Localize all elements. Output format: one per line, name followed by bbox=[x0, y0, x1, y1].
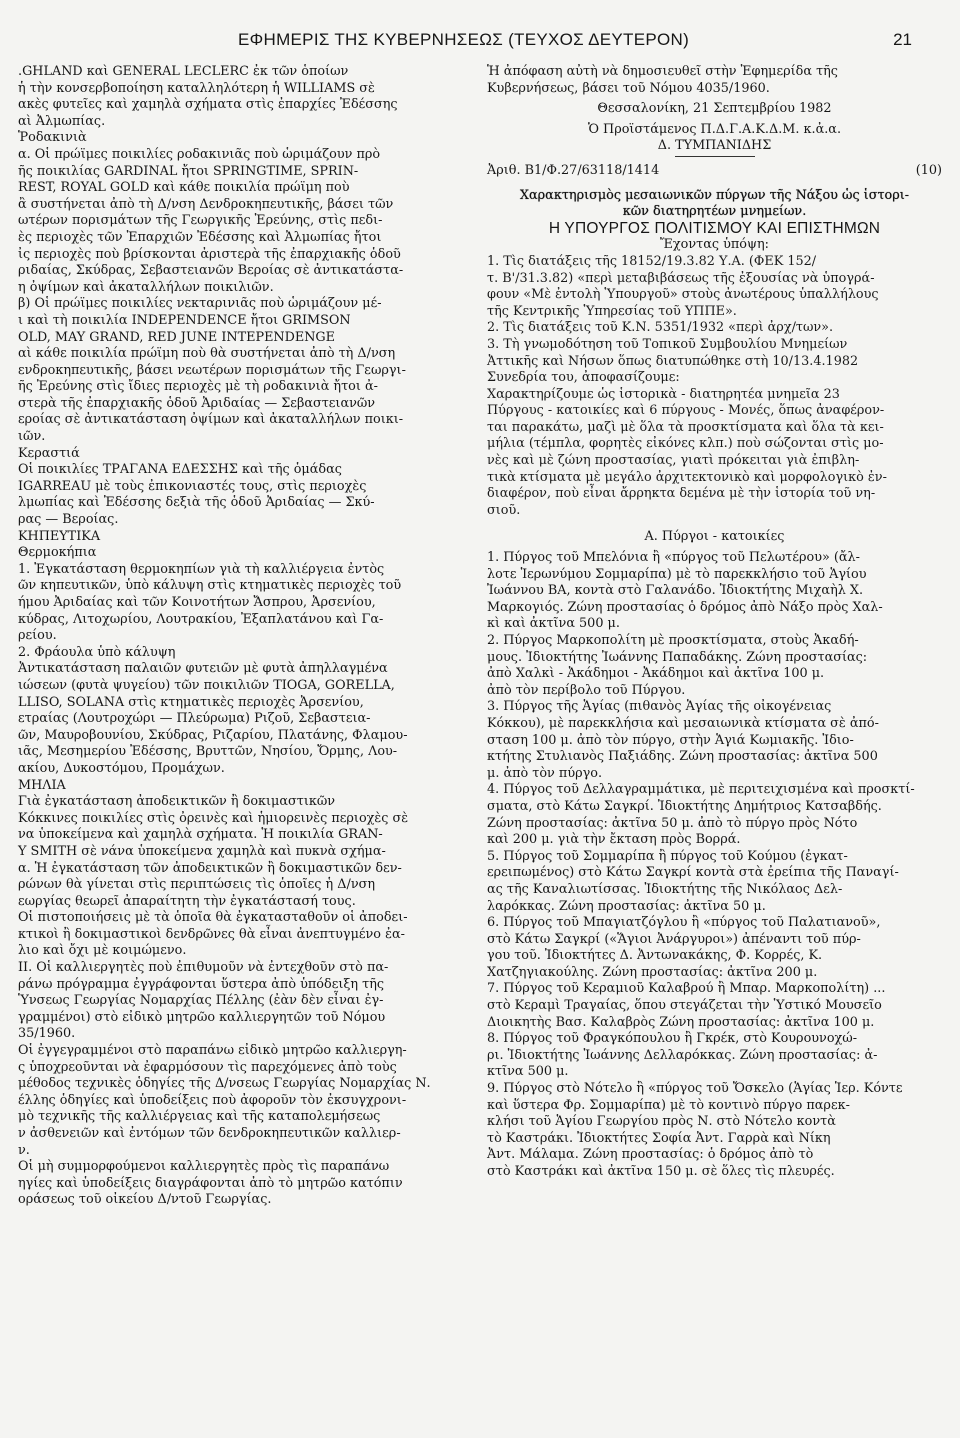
text-line: ωτέρων πορισμάτων τῆς Γεωργικῆς Ἐρεύνης, στὶς πεδι- bbox=[18, 213, 383, 229]
text-line: ἂ συστήνεται ἀπὸ τὴ Δ/νση Δενδροκηπευτικῆς, βάσει τῶν bbox=[18, 196, 394, 212]
text-line: μὸ τεχνικῆς τῆς καλλιέργειας καὶ τῆς καταπολεμήσεως bbox=[18, 1109, 381, 1125]
list-item-line: Κόκκου), μὲ παρεκκλήσια καὶ μεσαιωνικὰ κτίσματα σὲ ἀπό- bbox=[487, 715, 879, 731]
text-line: 1. Ἐγκατάσταση θερμοκηπίων γιὰ τὴ καλλιέργεια ἐντὸς bbox=[18, 561, 385, 577]
text-line: ν ἀσθενειῶν καὶ ἐντόμων τῶν δενδροκηπευτικῶν καλλιερ- bbox=[18, 1126, 401, 1141]
text-line: ράνω πρόγραμμα ἐγγράφονται ὕστερα ἀπὸ ὑπόδειξη τῆς bbox=[18, 976, 385, 992]
text-line: Οἱ πιστοποιήσεις μὲ τὰ ὁποῖα θὰ ἐγκατασταθοῦν οἱ ἀποδει- bbox=[18, 910, 408, 926]
decision-body bbox=[487, 254, 942, 520]
text-line: OLD, MAY GRAND, RED JUNE INTEPENDENGE bbox=[18, 329, 335, 345]
text-line: ι καὶ τὴ ποικιλία INDEPENDENCE ἤτοι GRIMSON bbox=[18, 312, 351, 328]
text-line: REST, ROYAL GOLD καὶ κάθε ποικιλία πρώϊμη ποὺ bbox=[18, 180, 350, 196]
text-line: τικὰ κτίσματα μὲ μεγάλο ἀρχιτεκτονικὸ καὶ μορφολογικὸ ἐν- bbox=[487, 469, 887, 485]
text-line: ὲς περιοχὲς τῶν Ἐπαρχιῶν Ἐδέσσης καὶ Ἀλμωπίας ἤτοι bbox=[18, 229, 382, 245]
text-line: στερὰ τῆς ἐπαρχιακῆς ὁδοῦ Ἀριδαίας — Σεβαστειανῶν bbox=[18, 395, 376, 411]
text-line: II. Οἱ καλλιεργητὲς ποὺ ἐπιθυμοῦν νὰ ἐντεχθοῦν στὸ πα- bbox=[18, 960, 389, 976]
text-line: ιώσεων (φυτὰ ψυγείου) τῶν ποικιλιῶν TIOGA, GORELLA, bbox=[18, 677, 395, 693]
text-line: κτικοὶ ἢ δοκιμαστικοὶ δενδρῶνες θὰ εἶναι ἀνεπτυγμένο ἐα- bbox=[18, 926, 405, 942]
text-line: 35/1960. bbox=[18, 1026, 76, 1042]
text-line: ιᾶς, Μεσημερίου Ἐδέσσης, Βρυττῶν, Νησίου, Ὄρμης, Λου- bbox=[18, 744, 398, 760]
list-item-line: σματα, στὸ Κάτω Σαγκρί. Ἰδιοκτήτης Δημήτριος Κατσαβδής. bbox=[487, 798, 882, 814]
text-line: ρας — Βεροίας. bbox=[18, 512, 119, 528]
text-line: τῆς Κεντρικῆς Ὑπηρεσίας τοῦ ΥΠΠΕ». bbox=[487, 303, 737, 319]
text-line: μέθοδος τεχνικὲς ὁδηγίες τῆς Δ/νσεως Γεωργίας Νομαρχίας Ν. bbox=[18, 1076, 431, 1092]
list-item-line: μ. ἀπὸ τὸν πύργο. bbox=[487, 765, 603, 781]
text-line: Συνεδρία του, ἀποφασίζουμε: bbox=[487, 370, 680, 386]
text-line: Ἀττικῆς καὶ Νήσων ὅπως διατυπώθηκε στὴ 10/13.4.1982 bbox=[487, 353, 859, 369]
text-line: έλλης ὁδηγίες καὶ ὑποδείξεις ποὺ ἀφοροῦν τὸν ἐκσυγχρονι- bbox=[18, 1092, 407, 1108]
text-line: Y SMITH σὲ νάνα ὑποκείμενα χαμηλὰ καὶ πυκνὰ σχήμα- bbox=[18, 843, 386, 859]
signatory-role: Ὁ Προϊστάμενος Π.Δ.Γ.Α.Κ.Δ.Μ. κ.ἀ.α. bbox=[587, 121, 842, 137]
text-line: Θερμοκήπια bbox=[18, 545, 97, 561]
list-item-line: λαρόκκας. Ζώνη προστασίας: ἀκτῖνα 50 μ. bbox=[487, 898, 766, 914]
list-item-line: Μαρκογιός. Ζώνη προστασίας ὁ δρόμος ἀπὸ Νάξο πρὸς Χαλ- bbox=[487, 599, 883, 615]
text-line: λιο καὶ ὄχι μὲ κοιμώμενο. bbox=[18, 943, 187, 959]
text-line: αὶ Ἀλμωπίας. bbox=[18, 113, 106, 129]
right-column bbox=[487, 64, 942, 1209]
list-item-line: 6. Πύργος τοῦ Μπαγιατζόγλου ἢ «πύργος τοῦ Παλατιανοῦ», bbox=[487, 915, 881, 931]
page-header bbox=[18, 30, 942, 50]
text-line: IGARREAU μὲ τοὺς ἐπικονιαστές τους, στὶς περιοχὲς bbox=[18, 478, 367, 494]
text-line: ῶν κηπευτικῶν, ὑπὸ κάλυψη στὶς κτηματικὲς περιοχὲς τοῦ bbox=[18, 578, 402, 594]
text-line: 3. Τὴ γνωμοδότηση τοῦ Τοπικοῦ Συμβουλίου Μνημείων bbox=[487, 336, 848, 352]
text-line: ήμου Ἀριδαίας καὶ τῶν Κοινοτήτων Ἄσπρου, Ἀρσενίου, bbox=[18, 595, 376, 610]
text-line: α. Οἱ πρώϊμες ποικιλίες ροδακινιᾶς ποὺ ὡριμάζουν πρὸ bbox=[18, 146, 381, 162]
text-line: σιοῦ. bbox=[487, 502, 521, 518]
text-line: Ῥοδακινιὰ bbox=[18, 130, 87, 146]
list-item-line: στὸ Κεραμὶ Τραγαίας, ὅπου στεγάζεται τὴν Ὑστικό Μουσεῖο bbox=[487, 998, 882, 1014]
text-line: ῶν, Μαυροβουνίου, Σκύδρας, Ριζαρίου, Πλατάνης, Φλαμου- bbox=[18, 727, 408, 743]
text-line: α. Ἡ ἐγκατάσταση τῶν ἀποδεικτικῶν ἢ δοκιμαστικῶν δεν- bbox=[18, 860, 402, 876]
text-line: κῶν διατηρητέων μνημείων. bbox=[622, 204, 807, 220]
text-line: ενδροκηπευτικῆς, βάσει νεωτέρων πορισμάτων τῆς Γεωργι- bbox=[18, 362, 406, 378]
decree-number: Ἀριθ. Β1/Φ.27/63118/1414 bbox=[487, 162, 660, 178]
left-column bbox=[18, 64, 473, 1209]
page-number: 21 bbox=[893, 30, 912, 49]
text-line: Οἱ ποικιλίες ΤΡΑΓΑΝΑ ΕΔΕΣΣΗΣ καὶ τῆς ὁμάδας bbox=[18, 462, 342, 478]
separator-rule bbox=[675, 156, 755, 157]
text-line: ηγίες καὶ ὑποδείξεις διαγράφονται ἀπὸ τὸ μητρῶο κατόπιν bbox=[18, 1175, 403, 1191]
text-line: να ὑποκείμενα καὶ χαμηλὰ σχήματα. Ἡ ποικιλία GRAN- bbox=[18, 827, 383, 843]
tower-list bbox=[487, 550, 942, 1181]
gazette-title: ΕΦΗΜΕΡΙΣ ΤΗΣ ΚΥΒΕΡΝΗΣΕΩΣ (ΤΕΥΧΟΣ ΔΕΥΤΕΡΟΝ) bbox=[238, 30, 690, 49]
text-line: ιῶν. bbox=[18, 429, 46, 445]
text-line: β) Οἱ πρώϊμες ποικιλίες νεκταρινιᾶς ποὺ ὡριμάζουν μέ- bbox=[18, 296, 382, 312]
list-item-line: ἀπὸ Χαλκὶ - Ἀκάδημοι - Ἀκάδημοι καὶ ἀκτῖνα 100 μ. bbox=[487, 666, 825, 682]
text-line: αὶ κάθε ποικιλία πρώϊμη ποὺ θὰ συστήνεται ἀπὸ τὴ Δ/νση bbox=[18, 346, 396, 362]
list-item-line: καὶ 200 μ. γιὰ τὴν ἔκταση πρὸς Βορρά. bbox=[487, 832, 741, 848]
publication-note bbox=[487, 64, 942, 97]
list-item-line: Ζώνη προστασίας: ἀκτῖνα 50 μ. ἀπὸ τὸ πύργο πρὸς Νότο bbox=[487, 815, 858, 831]
text-line: ῆς Ἐρεύνης στὶς ἴδιες περιοχὲς μὲ τὴ ροδακινιὰ ἤτοι ἀ- bbox=[18, 379, 378, 395]
list-item-line: λοτε Ἱερωνύμου Σομμαρίπα) μὲ τὸ παρεκκλήσιο τοῦ Ἁγίου bbox=[487, 566, 867, 582]
text-line: ρώνων θὰ γίνεται στὶς περιπτώσεις τὶς ὁποῖες ἡ Δ/νση bbox=[18, 877, 376, 893]
decree-header bbox=[487, 163, 942, 180]
text-line: κύδρας, Λιτοχωρίου, Λουτρακίου, Ἐξαπλατάνου καὶ Γα- bbox=[18, 611, 384, 627]
text-line: ς ὑποχρεοῦνται νὰ ἐφαρμόσουν τὶς παρεχόμενες ἀπὸ τοὺς bbox=[18, 1059, 397, 1075]
section-a-heading: Α. Πύργοι - κατοικίες bbox=[644, 529, 785, 545]
date-line: Θεσσαλονίκη, 21 Σεπτεμβρίου 1982 bbox=[597, 101, 832, 117]
text-line: ΚΗΠΕΥΤΙΚΑ bbox=[18, 528, 101, 544]
signatory-name: Δ. ΤΥΜΠΑΝΙΔΗΣ bbox=[657, 138, 772, 154]
list-item-line: 3. Πύργος τῆς Ἁγίας (πιθανὸς Ἁγίας τῆς οἰκογένειας bbox=[487, 699, 832, 715]
text-line: ριδαίας, Σκύδρας, Σεβαστειανῶν Βεροίας σὲ ἀντικατάστα- bbox=[18, 263, 404, 279]
list-item-line: Ἀντ. Μάλαμα. Ζώνη προστασίας: ὁ δρόμος ἀπὸ τὸ bbox=[487, 1147, 814, 1163]
text-line: Ἀντικατάσταση παλαιῶν φυτειῶν μὲ φυτὰ ἀπηλλαγμένα bbox=[18, 661, 388, 677]
ministry-heading: Η ΥΠΟΥΡΓΟΣ ΠΟΛΙΤΙΣΜΟΥ ΚΑΙ ΕΠΙΣΤΗΜΩΝ bbox=[548, 219, 881, 237]
text-line: Ὑνσεως Γεωργίας Νομαρχίας Πέλλης (ἐὰν δὲν εἶναι ἐγ- bbox=[18, 993, 384, 1009]
text-line: ακὲς φυτεῖες καὶ χαμηλὰ σχήματα στὶς ἐπαρχίες Ἐδέσσης bbox=[18, 97, 398, 113]
list-item-line: 7. Πύργος τοῦ Κεραμιοῦ Καλαβρού ἢ Μπαρ. Μαρκοπολίτη) ... bbox=[487, 981, 886, 997]
text-line: Χαρακτηρισμὸς μεσαιωνικῶν πύργων τῆς Νάξου ὡς ἱστορι- bbox=[519, 187, 910, 203]
list-item-line: σταση 100 μ. ἀπὸ τὸν πύργο, στὴν Ἁγιά Κωμιακῆς. Ἰδιο- bbox=[487, 732, 854, 748]
list-item-line: κὶ καὶ ἀκτῖνα 500 μ. bbox=[487, 616, 620, 632]
decree-subject bbox=[487, 188, 942, 221]
list-item-line: στὸ Κάτω Σαγκρί («Ἅγιοι Ἀνάργυροι») ἀπέναντι τοῦ πύρ- bbox=[487, 931, 861, 947]
text-line: 1. Τὶς διατάξεις τῆς 18152/19.3.82 Υ.Α. (ΦΕΚ 152/ bbox=[487, 253, 817, 269]
text-line: η ὀψίμων καὶ ἀκαταλλήλων ποικιλιῶν. bbox=[18, 279, 274, 295]
text-line: Κεραστιά bbox=[18, 445, 80, 461]
text-line: εωργίας θεωρεῖ ἀπαραίτητη τὴν ἐγκατάστασή τους. bbox=[18, 893, 356, 909]
text-line: Κυβερνήσεως, βάσει τοῦ Νόμου 4035/1960. bbox=[487, 80, 770, 96]
text-line: ΜΗΛΙΑ bbox=[18, 777, 66, 793]
list-item-line: 4. Πύργος τοῦ Δελλαγραμμάτικα, μὲ περιτειχισμένα καὶ προσκτί- bbox=[487, 782, 915, 798]
list-item-line: 1. Πύργος τοῦ Μπελόνια ἢ «πύργος τοῦ Πελωτέρου» (ἄλ- bbox=[487, 550, 860, 566]
text-line: νὲς καὶ μὲ ζώνη προστασίας, γιατὶ πρόκειται γιὰ ἐπιβλη- bbox=[487, 453, 860, 469]
text-line: ν. bbox=[18, 1142, 30, 1158]
list-item-line: 8. Πύργος τοῦ Φραγκόπουλου ἢ Γκρέκ, στὸ Κουρουνοχώ- bbox=[487, 1031, 858, 1047]
text-line: ῆς ποικιλίας GARDINAL ἤτοι SPRINGTIME, SPRIN- bbox=[18, 163, 359, 179]
list-item-line: κλήσι τοῦ Ἁγίου Γεωργίου πρὸς Ν. στὸ Νότελο κοντὰ bbox=[487, 1114, 836, 1130]
text-line: διαφέρον, ποὺ εἶναι ἄρρηκτα δεμένα μὲ τὴν ἱστορία τοῦ νη- bbox=[487, 486, 876, 502]
text-line: 2. Τὶς διατάξεις τοῦ Κ.Ν. 5351/1932 «περὶ ἀρχ/των». bbox=[487, 320, 834, 336]
text-line: γραμμένοι) στὸ εἰδικὸ μητρῶο καλλιεργητῶν τοῦ Νόμου bbox=[18, 1009, 386, 1025]
text-line: Οἱ μὴ συμμορφούμενοι καλλιεργητὲς πρὸς τὶς παραπάνω bbox=[18, 1159, 390, 1175]
decree-ref: (10) bbox=[915, 162, 942, 178]
list-item-line: Διοικητὴς Βασ. Καλαβρὸς Ζώνη προστασίας: ἀκτῖνα 100 μ. bbox=[487, 1014, 875, 1030]
text-line: εροίας σὲ ἀντικατάσταση ὀψίμων καὶ ἀκαταλλήλων ποικι- bbox=[18, 412, 404, 428]
text-line: 2. Φράουλα ὑπὸ κάλυψη bbox=[18, 644, 176, 660]
text-line: ακίου, Δυκοστόμου, Προμάχων. bbox=[18, 760, 225, 776]
text-line: τ. Β'/31.3.82) «περὶ μεταβιβάσεως τῆς ἐξουσίας νὰ ὑπογρά- bbox=[487, 270, 875, 286]
text-line: ετραίας (Λουτροχώρι — Πλεύρωμα) Ριζοῦ, Σεβαστεια- bbox=[18, 711, 371, 727]
text-line: Οἱ ἐγγεγραμμένοι στὸ παραπάνω εἰδικὸ μητρῶο καλλιεργη- bbox=[18, 1043, 407, 1059]
list-item-line: ρι. Ἰδιοκτήτης Ἰωάννης Δελλαρόκκας. Ζώνη προστασίας: ἀ- bbox=[487, 1047, 878, 1063]
list-item-line: ἀπὸ τὸν περίβολο τοῦ Πύργου. bbox=[487, 682, 686, 698]
list-item-line: στὸ Καστράκι καὶ ἀκτῖνα 150 μ. σὲ ὅλες τὶς πλευρές. bbox=[487, 1164, 835, 1179]
list-item-line: γου τοῦ. Ἰδιοκτήτες Δ. Ἀντωνακάκης, Φ. Κορρές, Κ. bbox=[487, 948, 823, 964]
text-line: ται παρακάτω, μαζὶ μὲ ὅλα τὰ προσκτίσματα καὶ ὅλα τὰ κει- bbox=[487, 419, 884, 435]
list-item-line: τὸ Καστράκι. Ἰδιοκτήτες Σοφία Ἀντ. Γαρρὰ καὶ Νίκη bbox=[487, 1130, 831, 1146]
list-item-line: ας τῆς Καναλιωτίσσας. Ἰδιοκτήτης τῆς Νικόλαος Δελ- bbox=[487, 881, 843, 897]
text-line: οράσεως τοῦ οἰκείου Δ/ντοῦ Γεωργίας. bbox=[18, 1192, 272, 1208]
text-line: ἰς περιοχὲς ποὺ βρίσκονται ἀριστερὰ τῆς ἐπαρχιακῆς ὁδοῦ bbox=[18, 246, 401, 262]
text-line: ρείου. bbox=[18, 628, 57, 644]
text-line: λμωπίας καὶ Ἐδέσσης δεξιὰ τῆς ὁδοῦ Ἀριδαίας — Σκύ- bbox=[18, 495, 375, 511]
text-line: μήλια (τέμπλα, φορητὲς εἰκόνες κλπ.) ποὺ σώζονται στὶς μο- bbox=[487, 436, 884, 452]
list-item-line: 2. Πύργος Μαρκοπολίτη μὲ προσκτίσματα, στοὺς Ἀκαδή- bbox=[487, 633, 859, 648]
text-line: Ἡ ἀπόφαση αὐτὴ νὰ δημοσιευθεῖ στὴν Ἐφημερίδα τῆς bbox=[487, 64, 838, 79]
text-line: Κόκκινες ποικιλίες στὶς ὀρεινὲς καὶ ἡμιορεινὲς περιοχὲς σὲ bbox=[18, 810, 409, 826]
having-regard: Ἔχοντας ὑπόψη: bbox=[659, 237, 769, 253]
text-line: ἡ τὴν κονσερβοποίηση καταλληλότερη ἡ WILLIAMS σὲ bbox=[18, 80, 375, 96]
text-line: Πύργους - κατοικίες καὶ 6 πύργους - Μονές, ὅπως ἀναφέρον- bbox=[487, 403, 885, 419]
list-item-line: κτήτης Στυλιανὸς Παξιάδης. Ζώνη προστασίας: ἀκτῖνα 500 bbox=[487, 749, 878, 765]
text-line: Χαρακτηρίζουμε ὡς ἱστορικὰ - διατηρητέα μνημεῖα 23 bbox=[487, 386, 840, 402]
list-item-line: 5. Πύργος τοῦ Σομμαρίπα ἢ πύργος τοῦ Κούμου (ἐγκατ- bbox=[487, 848, 848, 864]
list-item-line: μους. Ἰδιοκτήτης Ἰωάννης Παπαδάκης. Ζώνη προστασίας: bbox=[487, 649, 868, 665]
list-item-line: ερειπωμένος) στὸ Κάτω Σαγκρί κοντὰ στὰ ἐρείπια τῆς Παναγί- bbox=[487, 865, 899, 881]
text-line: LLISO, SOLANA στὶς κτηματικὲς περιοχὲς Ἀρσενίου, bbox=[18, 694, 364, 710]
list-item-line: Χατζηγιακούλης. Ζώνη προστασίας: ἀκτῖνα 200 μ. bbox=[487, 964, 818, 980]
text-line: Γιὰ ἐγκατάσταση ἀποδεικτικῶν ἢ δοκιμαστικῶν bbox=[18, 794, 336, 810]
text-line: .GHLAND καὶ GENERAL LECLERC ἐκ τῶν ὁποίων bbox=[18, 64, 349, 79]
list-item-line: καὶ ὕστερα Φρ. Σομμαρίπα) μὲ τὸ κοντινὸ πύργο παρεκ- bbox=[487, 1097, 850, 1113]
list-item-line: κτῖνα 500 μ. bbox=[487, 1064, 569, 1080]
list-item-line: 9. Πύργος στὸ Νότελο ἢ «πύργος τοῦ Ὄσκελο (Ἁγίας Ἱερ. Κόντε bbox=[487, 1081, 903, 1097]
list-item-line: Ἰωάννου ΒΑ, κοντὰ στὸ Γαλανάδο. Ἰδιοκτήτης Μιχαὴλ Χ. bbox=[487, 583, 864, 599]
text-line: φουν «Μὲ ἐντολὴ Ὑπουργοῦ» στοὺς ἀνωτέρους ὑπαλλήλους bbox=[487, 287, 879, 303]
